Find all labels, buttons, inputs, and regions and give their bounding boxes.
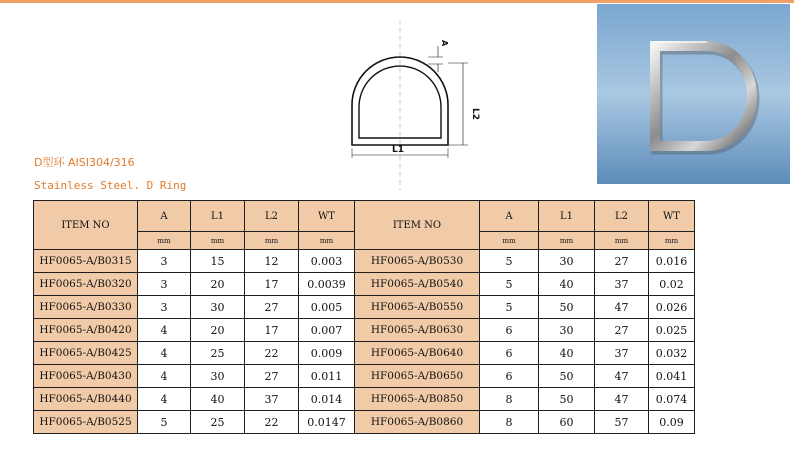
header-item-no: ITEM NO [34, 201, 138, 250]
l1-cell: 30 [191, 296, 245, 319]
table-row [34, 365, 695, 388]
wt-cell: 0.016 [649, 250, 695, 273]
table-row [34, 388, 695, 411]
drawing-label-a: A [440, 40, 449, 47]
a-cell: 5 [480, 273, 539, 296]
l2-cell: 17 [245, 273, 299, 296]
l1-cell: 50 [539, 388, 595, 411]
item-no-cell: HF0065-A/B0540 [355, 273, 480, 296]
unit-cell: mm [595, 232, 649, 250]
unit-cell: mm [539, 232, 595, 250]
wt-cell: 0.09 [649, 411, 695, 434]
item-no-cell: HF0065-A/B0860 [355, 411, 480, 434]
unit-cell: mm [480, 232, 539, 250]
wt-cell: 0.026 [649, 296, 695, 319]
wt-cell: 0.003 [299, 250, 355, 273]
item-no-cell: HF0065-A/B0440 [34, 388, 138, 411]
wt-cell: 0.005 [299, 296, 355, 319]
l2-cell: 12 [245, 250, 299, 273]
product-title-en: Stainless Steel. D Ring [34, 179, 187, 192]
a-cell: 3 [138, 250, 191, 273]
item-no-cell: HF0065-A/B0550 [355, 296, 480, 319]
l1-cell: 30 [539, 319, 595, 342]
a-cell: 4 [138, 319, 191, 342]
l2-cell: 57 [595, 411, 649, 434]
l1-cell: 30 [191, 365, 245, 388]
header-l2: L2 [595, 201, 649, 232]
wt-cell: 0.074 [649, 388, 695, 411]
unit-cell: mm [299, 232, 355, 250]
header-l1: L1 [539, 201, 595, 232]
a-cell: 4 [138, 342, 191, 365]
d-ring-photo [597, 4, 790, 184]
table-row [34, 273, 695, 296]
a-cell: 6 [480, 365, 539, 388]
a-cell: 6 [480, 319, 539, 342]
d-ring-drawing [330, 20, 490, 190]
l1-cell: 30 [539, 250, 595, 273]
header-l1: L1 [191, 201, 245, 232]
wt-cell: 0.0039 [299, 273, 355, 296]
l1-cell: 60 [539, 411, 595, 434]
item-no-cell: HF0065-A/B0320 [34, 273, 138, 296]
table-row [34, 411, 695, 434]
item-no-cell: HF0065-A/B0630 [355, 319, 480, 342]
item-no-cell: HF0065-A/B0530 [355, 250, 480, 273]
l1-cell: 20 [191, 273, 245, 296]
l2-cell: 37 [245, 388, 299, 411]
table-row [34, 250, 695, 273]
item-no-cell: HF0065-A/B0420 [34, 319, 138, 342]
table-row [34, 296, 695, 319]
unit-cell: mm [138, 232, 191, 250]
item-no-cell: HF0065-A/B0430 [34, 365, 138, 388]
l1-cell: 40 [539, 273, 595, 296]
a-cell: 4 [138, 388, 191, 411]
wt-cell: 0.025 [649, 319, 695, 342]
a-cell: 6 [480, 342, 539, 365]
l1-cell: 20 [191, 319, 245, 342]
wt-cell: 0.032 [649, 342, 695, 365]
wt-cell: 0.009 [299, 342, 355, 365]
a-cell: 5 [480, 296, 539, 319]
header-l2: L2 [245, 201, 299, 232]
wt-cell: 0.011 [299, 365, 355, 388]
item-no-cell: HF0065-A/B0330 [34, 296, 138, 319]
l2-cell: 37 [595, 273, 649, 296]
a-cell: 3 [138, 273, 191, 296]
header-row [34, 201, 695, 232]
item-no-cell: HF0065-A/B0315 [34, 250, 138, 273]
wt-cell: 0.041 [649, 365, 695, 388]
l2-cell: 17 [245, 319, 299, 342]
l2-cell: 27 [595, 250, 649, 273]
item-no-cell: HF0065-A/B0650 [355, 365, 480, 388]
a-cell: 5 [138, 411, 191, 434]
header-item-no: ITEM NO [355, 201, 480, 250]
wt-cell: 0.014 [299, 388, 355, 411]
top-accent-line [0, 0, 794, 3]
product-title-cn: D型环 AISI304/316 [34, 156, 135, 169]
l2-cell: 27 [245, 365, 299, 388]
a-cell: 3 [138, 296, 191, 319]
l2-cell: 27 [245, 296, 299, 319]
header-wt: WT [649, 201, 695, 232]
l1-cell: 15 [191, 250, 245, 273]
l2-cell: 47 [595, 296, 649, 319]
unit-cell: mm [191, 232, 245, 250]
l2-cell: 22 [245, 342, 299, 365]
l2-cell: 27 [595, 319, 649, 342]
a-cell: 8 [480, 411, 539, 434]
drawing-label-l1: L1 [392, 145, 404, 155]
item-no-cell: HF0065-A/B0850 [355, 388, 480, 411]
l1-cell: 50 [539, 296, 595, 319]
l1-cell: 25 [191, 411, 245, 434]
table-row [34, 319, 695, 342]
spec-table [33, 200, 695, 434]
a-cell: 4 [138, 365, 191, 388]
table-row [34, 342, 695, 365]
header-a: A [138, 201, 191, 232]
wt-cell: 0.0147 [299, 411, 355, 434]
unit-cell: mm [245, 232, 299, 250]
header-a: A [480, 201, 539, 232]
item-no-cell: HF0065-A/B0640 [355, 342, 480, 365]
l2-cell: 22 [245, 411, 299, 434]
a-cell: 5 [480, 250, 539, 273]
l1-cell: 40 [539, 342, 595, 365]
l2-cell: 37 [595, 342, 649, 365]
header-wt: WT [299, 201, 355, 232]
l1-cell: 25 [191, 342, 245, 365]
item-no-cell: HF0065-A/B0425 [34, 342, 138, 365]
wt-cell: 0.02 [649, 273, 695, 296]
drawing-label-l2: L2 [470, 108, 480, 120]
l2-cell: 47 [595, 388, 649, 411]
wt-cell: 0.007 [299, 319, 355, 342]
item-no-cell: HF0065-A/B0525 [34, 411, 138, 434]
l1-cell: 50 [539, 365, 595, 388]
a-cell: 8 [480, 388, 539, 411]
l1-cell: 40 [191, 388, 245, 411]
l2-cell: 47 [595, 365, 649, 388]
unit-cell: mm [649, 232, 695, 250]
